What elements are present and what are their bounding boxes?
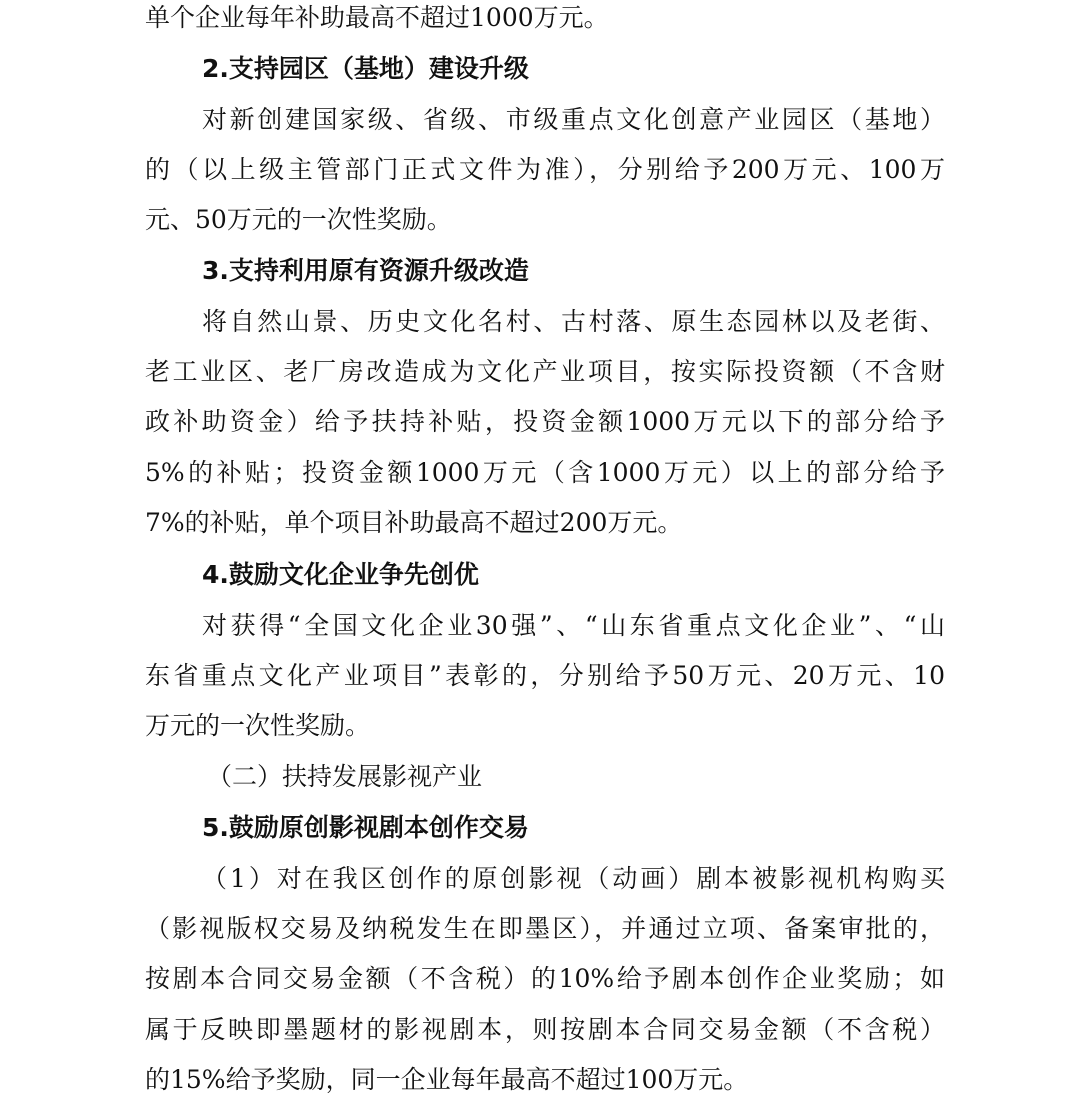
heading-original-scripts: 5.鼓励原创影视剧本创作交易 bbox=[202, 813, 529, 842]
paragraph-line: 东省重点文化产业项目”表彰的，分别给予50万元、20万元、10 bbox=[145, 661, 945, 690]
heading-support-parks: 2.支持园区（基地）建设升级 bbox=[202, 54, 529, 83]
paragraph-line: 7%的补贴，单个项目补助最高不超过200万元。 bbox=[145, 508, 683, 537]
paragraph-line: 对获得“全国文化企业30强”、“山东省重点文化企业”、“山 bbox=[202, 611, 945, 640]
paragraph-line: 属于反映即墨题材的影视剧本，则按剧本合同交易金额（不含税） bbox=[145, 1015, 945, 1044]
section-heading-film-industry: （二）扶持发展影视产业 bbox=[207, 762, 483, 791]
heading-resource-upgrade: 3.支持利用原有资源升级改造 bbox=[202, 256, 529, 285]
paragraph-line: 按剧本合同交易金额（不含税）的10%给予剧本创作企业奖励；如 bbox=[145, 964, 945, 993]
paragraph-line: 5%的补贴；投资金额1000万元（含1000万元）以上的部分给予 bbox=[145, 458, 945, 487]
paragraph-line: 政补助资金）给予扶持补贴，投资金额1000万元以下的部分给予 bbox=[145, 407, 945, 436]
paragraph-line: （1）对在我区创作的原创影视（动画）剧本被影视机构购买 bbox=[202, 864, 945, 893]
paragraph-line: 的15%给予奖励，同一企业每年最高不超过100万元。 bbox=[145, 1065, 749, 1094]
paragraph-line: 单个企业每年补助最高不超过1000万元。 bbox=[145, 3, 609, 32]
paragraph-line: 对新创建国家级、省级、市级重点文化创意产业园区（基地） bbox=[202, 105, 945, 134]
paragraph-line: （影视版权交易及纳税发生在即墨区），并通过立项、备案审批的， bbox=[145, 914, 945, 943]
paragraph-line: 老工业区、老厂房改造成为文化产业项目，按实际投资额（不含财 bbox=[145, 357, 945, 386]
paragraph-line: 将自然山景、历史文化名村、古村落、原生态园林以及老街、 bbox=[202, 307, 945, 336]
paragraph-line: 万元的一次性奖励。 bbox=[145, 711, 371, 740]
heading-encourage-enterprises: 4.鼓励文化企业争先创优 bbox=[202, 560, 479, 589]
paragraph-line: 元、50万元的一次性奖励。 bbox=[145, 205, 452, 234]
paragraph-line: 的（以上级主管部门正式文件为准），分别给予200万元、100万 bbox=[145, 155, 945, 184]
